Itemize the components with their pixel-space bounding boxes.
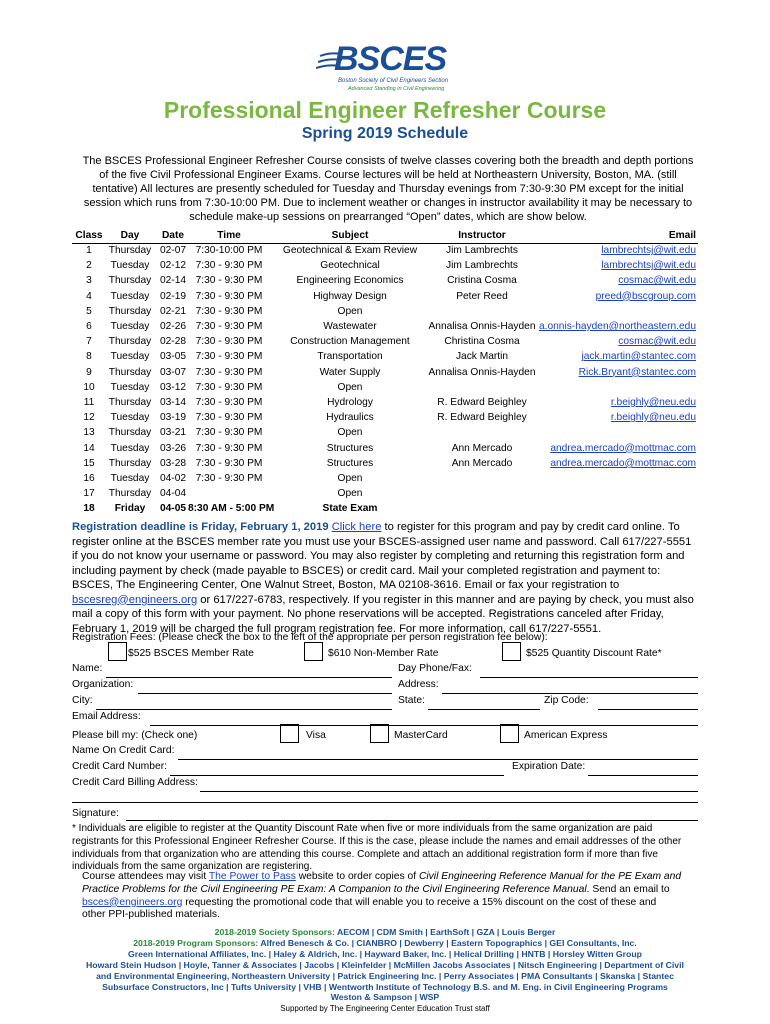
cell-date: 02-21	[159, 305, 187, 317]
cell-class-number: 6	[86, 321, 92, 332]
header-date: Date	[161, 230, 185, 241]
state-label: State:	[398, 695, 425, 706]
cell-class-number: 7	[86, 336, 92, 348]
cell-class-number: 13	[83, 427, 95, 439]
fee-member-checkbox[interactable]	[108, 642, 127, 661]
cell-subject: Structures	[326, 457, 374, 469]
sponsors-line: Howard Stein Hudson | Hoyle, Tanner & Associates | Jacobs | Kleinfelder | McMillen Jacobs Associates | Nitsch Engineering | Department of Civil	[86, 959, 684, 970]
cell-class-number: 12	[83, 412, 95, 424]
header-class-number: Class	[75, 230, 103, 241]
society-sponsors: AECOM | CDM Smith | EarthSoft | GZA | Louis Berger	[334, 927, 556, 937]
cell-subject: Open	[337, 473, 363, 484]
attendees-paragraph	[82, 871, 682, 922]
header-subject: Subject	[331, 230, 369, 241]
organization-label: Organization:	[72, 679, 134, 690]
email-label: Email Address:	[72, 711, 141, 722]
cell-day: Thursday	[108, 366, 152, 378]
name-label: Name:	[72, 663, 103, 674]
schedule-row	[72, 245, 698, 258]
cell-instructor: Jim Lambrechts	[446, 260, 518, 272]
program-sponsors-label: 2018-2019 Program Sponsors:	[133, 937, 259, 948]
header-time: Time	[217, 230, 241, 241]
bsces-logo	[316, 42, 456, 98]
cell-date: 02-07	[159, 245, 187, 256]
sponsors-line: and Environmental Engineering, Northeastern University | Patrick Engineering Inc. | Perry Associates | PMA Consultants | Skanska | Stantec	[96, 970, 674, 981]
zip-label: Zip Code:	[544, 695, 589, 706]
cell-subject: Water Supply	[319, 366, 381, 378]
cell-day: Tuesday	[110, 473, 150, 484]
cell-instructor: Peter Reed	[456, 290, 508, 302]
billing-address-field[interactable]	[200, 791, 698, 792]
schedule-row	[72, 382, 698, 395]
cell-date: 03-19	[159, 412, 187, 424]
mastercard-label: MasterCard	[394, 730, 448, 741]
cell-instructor: R. Edward Beighley	[437, 412, 527, 424]
name-on-card-label: Name On Credit Card:	[72, 745, 175, 756]
cell-date: 03-28	[159, 457, 187, 469]
cell-subject: Open	[337, 381, 363, 393]
footer-text: Supported by The Engineering Center Education Trust staff	[280, 1004, 490, 1013]
cell-time: 7:30 - 9:30 PM	[195, 412, 263, 424]
cell-subject: Open	[337, 488, 363, 500]
cell-time: 7:30 - 9:30 PM	[195, 351, 263, 363]
cell-date: 03-21	[159, 427, 187, 439]
fee-quantity-label: $525 Quantity Discount Rate*	[526, 648, 662, 659]
registration-paragraph	[72, 520, 698, 636]
registration-email-link[interactable]: bscesreg@engineers.org	[72, 593, 198, 606]
cell-subject: Highway Design	[313, 290, 387, 302]
cell-class-number: 1	[86, 245, 92, 256]
cell-instructor: Ann Mercado	[451, 457, 513, 469]
bill-label: Please bill my: (Check one)	[72, 730, 198, 741]
schedule-row	[72, 458, 698, 471]
amex-checkbox[interactable]	[500, 724, 519, 743]
cell-date: 03-12	[159, 381, 187, 393]
cell-time: 7:30 - 9:30 PM	[195, 275, 263, 287]
logo-tagline: Advanced Standing in Civil Engineering	[348, 86, 445, 92]
cell-subject: Geotechnical	[320, 260, 380, 272]
sponsors-line: Green International Affiliates, Inc. | Haley & Aldrich, Inc. | Hayward Baker, Inc. | Helical Drilling | HNTB | Horsley Witten Group	[128, 948, 642, 959]
cell-instructor: Cristina Cosma	[447, 275, 517, 287]
cell-time: 7:30 - 9:30 PM	[195, 427, 263, 439]
cell-day: Tuesday	[110, 290, 150, 302]
cell-date: 03-14	[159, 397, 187, 408]
cell-time: 7:30 - 9:30 PM	[195, 457, 263, 469]
sponsors-block	[0, 927, 770, 1003]
signature-field[interactable]	[126, 820, 698, 821]
instructor-email-link[interactable]: andrea.mercado@mottmac.com	[550, 457, 696, 469]
header-email: Email	[668, 230, 696, 241]
signature-label: Signature:	[72, 808, 119, 819]
instructor-email-link[interactable]: lambrechtsj@wit.edu	[601, 260, 696, 272]
cell-instructor: Christina Cosma	[444, 336, 520, 348]
logo-text: BSCES	[334, 40, 447, 78]
instructor-email-link[interactable]: lambrechtsj@wit.edu	[601, 245, 696, 256]
header-day: Day	[120, 230, 140, 241]
instructor-email-link[interactable]: andrea.mercado@mottmac.com	[550, 442, 696, 454]
schedule-row	[72, 397, 698, 410]
cell-subject: Construction Management	[290, 336, 410, 348]
book-titles: Civil Engineering Reference Manual for the PE Exam and Practice Problems for the Civil Engineering PE Exam: A Companion to the Civil Engineering Reference Manual	[82, 871, 682, 895]
billing-address-label: Credit Card Billing Address:	[72, 777, 198, 788]
name-on-card-field[interactable]	[178, 759, 698, 760]
cell-day: Tuesday	[110, 442, 150, 454]
cell-day: Tuesday	[110, 351, 150, 363]
cell-subject: Engineering Economics	[296, 275, 404, 287]
address-field[interactable]	[442, 693, 698, 694]
attendees-text-2: website to order copies of	[295, 871, 419, 882]
cell-time: 8:30 AM - 5:00 PM	[188, 503, 275, 515]
schedule-row	[72, 473, 698, 486]
cell-subject: Open	[337, 427, 363, 439]
cell-class-number: 9	[86, 366, 92, 378]
cell-instructor: Annalisa Onnis-Hayden	[428, 366, 536, 378]
cell-class-number: 8	[86, 351, 92, 363]
cell-day: Tuesday	[110, 260, 150, 272]
cell-class-number: 4	[86, 290, 92, 302]
cell-date: 03-05	[159, 351, 187, 363]
fee-nonmember-label: $610 Non-Member Rate	[328, 648, 439, 659]
cell-date: 04-05	[159, 503, 187, 515]
logo-subtitle: Boston Society of Civil Engineers Section	[338, 78, 449, 84]
cell-day: Thursday	[108, 457, 152, 469]
sponsors-line: Subsurface Constructors, Inc | Tufts University | VHB | Wentworth Institute of Technology B.S. and M. Eng. in Civil Engineering Programs	[102, 981, 668, 992]
cell-instructor: Ann Mercado	[451, 442, 513, 454]
cell-day: Friday	[114, 503, 146, 515]
cell-class-number: 2	[86, 260, 92, 272]
cell-class-number: 3	[86, 275, 92, 287]
attendees-text: Course attendees may visit	[82, 871, 209, 882]
cell-day: Thursday	[108, 336, 152, 348]
cell-time: 7:30 - 9:30 PM	[195, 305, 263, 317]
instructor-email-link[interactable]: cosmac@wit.edu	[618, 275, 696, 287]
schedule-row	[72, 488, 698, 501]
schedule-row	[72, 275, 698, 288]
cell-day: Thursday	[108, 427, 152, 439]
cell-class-number: 18	[83, 503, 95, 515]
registration-form	[72, 632, 698, 822]
city-label: City:	[72, 695, 93, 706]
cell-day: Tuesday	[110, 412, 150, 424]
day-phone-label: Day Phone/Fax:	[398, 663, 472, 674]
cell-time: 7:30 - 9:30 PM	[195, 290, 263, 302]
cell-class-number: 14	[83, 442, 95, 454]
expiration-field[interactable]	[588, 775, 698, 776]
cell-instructor: Jack Martin	[455, 351, 509, 363]
registration-deadline: Registration deadline is Friday, February 1, 2019	[72, 521, 329, 533]
address-label: Address:	[398, 679, 439, 690]
page-subtitle: Spring 2019 Schedule	[301, 125, 469, 142]
instructor-email-link[interactable]: a.onnis-hayden@northeastern.edu	[538, 321, 696, 332]
schedule-row	[72, 443, 698, 456]
visa-checkbox[interactable]	[280, 724, 299, 743]
intro-paragraph: The BSCES Professional Engineer Refresher Course consists of twelve classes covering both the breadth and depth portions of the five Civil Professional Engineer Exams. Course lectures will be held at Northeastern University, Boston, MA. (still tentative) All lectures are presently scheduled for Tuesday and Thursday evenings from 7:30-9:30 PM except for the initial session which runs from 7:30-10:00 PM. Due to inclement weather or changes in instructor availability it may be necessary to schedule make-up sessions on prearranged “Open” dates, which are show below.	[82, 155, 694, 223]
schedule-row	[72, 427, 698, 440]
cell-day: Thursday	[108, 305, 152, 317]
schedule-row	[72, 351, 698, 364]
cell-subject: Transportation	[317, 351, 383, 363]
cell-date: 04-02	[159, 473, 187, 484]
card-number-field[interactable]	[170, 775, 504, 776]
cell-instructor: Jim Lambrechts	[446, 245, 518, 256]
mastercard-checkbox[interactable]	[370, 724, 389, 743]
program-sponsors: Alfred Benesch & Co. | CIANBRO | Dewberry | Eastern Topographics | GEI Consultants, Inc.	[258, 937, 637, 948]
cell-time: 7:30 - 9:30 PM	[195, 321, 263, 332]
cell-time: 7:30-10:00 PM	[195, 245, 263, 256]
cell-date: 02-28	[159, 336, 187, 348]
cell-time: 7:30 - 9:30 PM	[195, 381, 263, 393]
cell-day: Thursday	[108, 245, 152, 256]
header-instructor: Instructor	[458, 230, 506, 241]
state-field[interactable]	[428, 709, 540, 710]
cell-class-number: 16	[83, 473, 95, 484]
cell-time: 7:30 - 9:30 PM	[195, 260, 263, 272]
fee-member-label: $525 BSCES Member Rate	[128, 648, 254, 659]
cell-subject: Wastewater	[323, 321, 377, 332]
visa-label: Visa	[306, 730, 326, 741]
schedule-row	[72, 260, 698, 273]
society-sponsors-label: 2018-2019 Society Sponsors:	[214, 927, 335, 937]
schedule-row	[72, 321, 698, 334]
cell-day: Thursday	[108, 275, 152, 287]
bsces-email-link[interactable]: bsces@engineers.org	[82, 896, 183, 908]
cell-subject: Geotechnical & Exam Review	[282, 245, 418, 256]
city-field[interactable]	[96, 709, 392, 710]
schedule-row	[72, 291, 698, 304]
cell-subject: State Exam	[322, 503, 378, 515]
cell-subject: Hydraulics	[326, 412, 374, 424]
instructor-email-link[interactable]: cosmac@wit.edu	[618, 336, 696, 348]
fee-quantity-checkbox[interactable]	[502, 642, 521, 661]
instructor-email-link[interactable]: preed@bscgroup.com	[595, 290, 696, 302]
cell-day: Thursday	[108, 488, 152, 500]
email-field[interactable]	[150, 725, 698, 726]
cell-instructor: R. Edward Beighley	[437, 397, 527, 408]
cell-time: 7:30 - 9:30 PM	[195, 336, 263, 348]
zip-field[interactable]	[598, 709, 698, 710]
cell-time: 7:30 - 9:30 PM	[195, 366, 263, 378]
day-phone-field[interactable]	[480, 677, 698, 678]
page-title: Professional Engineer Refresher Course	[163, 97, 607, 123]
schedule-row	[72, 336, 698, 349]
cell-date: 02-26	[159, 321, 187, 332]
cell-class-number: 15	[83, 457, 95, 469]
schedule-row	[72, 503, 698, 516]
cell-date: 02-19	[159, 290, 187, 302]
cell-time: 7:30 - 9:30 PM	[195, 397, 263, 408]
cell-date: 02-14	[159, 275, 187, 287]
cell-date: 04-04	[159, 488, 187, 500]
cell-time: 7:30 - 9:30 PM	[195, 442, 263, 454]
cell-time: 7:30 - 9:30 PM	[195, 473, 263, 484]
cell-class-number: 5	[86, 305, 92, 317]
instructor-email-link[interactable]: r.beighly@neu.edu	[610, 412, 696, 424]
instructor-email-link[interactable]: r.beighly@neu.edu	[610, 397, 696, 408]
click-here-link[interactable]: Click here	[331, 521, 382, 533]
schedule-row	[72, 306, 698, 319]
name-field[interactable]	[106, 677, 392, 678]
attendees-text-4: requesting the promotional code that will enable you to receive a 15% discount on the cost of these and other PPI-published materials.	[82, 896, 657, 921]
amex-label: American Express	[524, 730, 608, 741]
registration-text: to register for this program and pay by credit card online. To register online at the BSCES member rate you must use your BSCES-assigned user name and password. Call 617/227-5551 if you do not know your username or password. You may also register by completing and returning this registration form and including payment by check (made payable to BSCES) or credit card. Mail your completed registration and payment to: BSCES, The Engineering Center, One Walnut Street, Boston, MA 02108-3616. Email or fax your registration to	[72, 521, 692, 591]
schedule-header-row	[72, 230, 698, 244]
billing-address-field-2[interactable]	[72, 802, 698, 803]
instructor-email-link[interactable]: jack.martin@stantec.com	[581, 351, 696, 363]
cell-subject: Open	[337, 305, 363, 317]
cell-day: Tuesday	[110, 321, 150, 332]
cell-class-number: 17	[83, 488, 95, 500]
cell-subject: Hydrology	[327, 397, 373, 408]
card-number-label: Credit Card Number:	[72, 761, 167, 772]
cell-date: 03-26	[159, 442, 187, 454]
cell-date: 03-07	[159, 366, 187, 378]
cell-date: 02-12	[159, 260, 187, 272]
cell-day: Tuesday	[110, 381, 150, 393]
quantity-discount-note: * Individuals are eligible to register at the Quantity Discount Rate when five or more individuals from the same organization are paid registrants for this Professional Engineer Refresher Course. If this is the case, please include the names and email addresses of the other individuals from that organization who are attending this course. Complete and attach an additional registration form if more than five individuals from the same organization are registering.	[72, 823, 682, 873]
power-to-pass-link[interactable]: The Power to Pass	[208, 871, 296, 882]
fees-label: Registration Fees: (Please check the box to the left of the appropriate per person registration fee below):	[72, 632, 548, 643]
registration-text-2: or 617/227-6783, respectively. If you register in this manner and are paying by check, you must also mail a copy of this form with your payment. No phone reservations will be accepted. Registrations canceled after Friday, February 1, 2019 will be charged the full program registration fee. For more information, call 617/227-5551.	[72, 593, 694, 635]
schedule-row	[72, 367, 698, 380]
schedule-row	[72, 412, 698, 425]
cell-class-number: 10	[83, 381, 95, 393]
attendees-text-3: . Send an email to	[586, 883, 670, 895]
fee-nonmember-checkbox[interactable]	[304, 642, 323, 661]
cell-day: Thursday	[108, 397, 152, 408]
instructor-email-link[interactable]: Rick.Bryant@stantec.com	[578, 366, 696, 378]
cell-subject: Structures	[326, 442, 374, 454]
cell-instructor: Annalisa Onnis-Hayden	[428, 321, 536, 332]
sponsors-line: Weston & Sampson | WSP	[330, 992, 440, 1003]
expiration-label: Expiration Date:	[512, 761, 586, 772]
organization-field[interactable]	[138, 693, 392, 694]
cell-class-number: 11	[83, 397, 95, 408]
